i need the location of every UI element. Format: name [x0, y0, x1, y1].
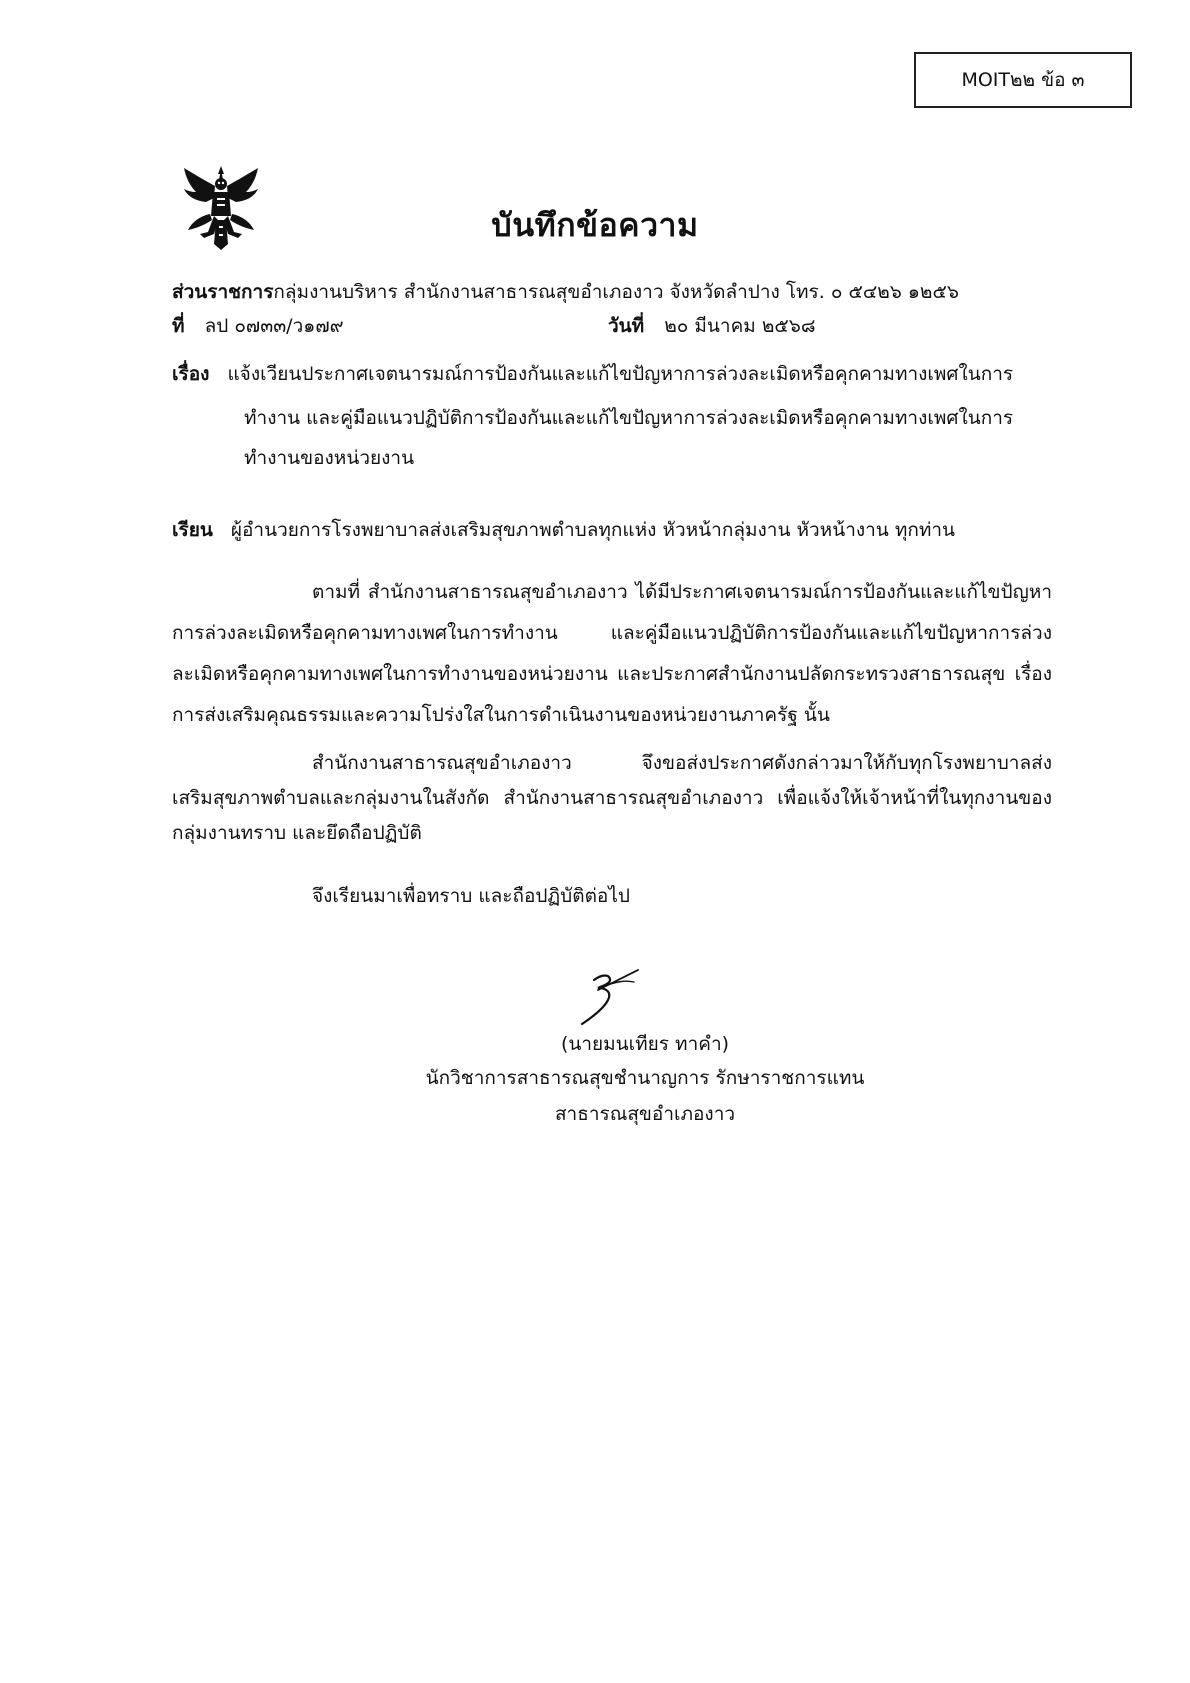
signatory-name: (นายมนเทียร ทาคำ) — [560, 1033, 730, 1055]
page-title: บันทึกข้อความ — [491, 206, 699, 244]
body-paragraph-1: ตามที่ สำนักงานสาธารณสุขอำเภองาว ได้มีประกาศเจตนารมณ์การป้องกันและแก้ไขปัญหาการล่วงละเมิดหรือคุกคามทางเพศในการทำงาน และคู่มือแนวปฏิบัติการป้องกันและแก้ไขปัญหาการล่วงละเมิดหรือคุกคามทางเพศในการทำงานของหน่วยงาน และประกาศสำนักงานปลัดกระทรวงสาธารณสุข เรื่อง การส่งเสริมคุณธรรมและความโปร่งใสในการดำเนินงานของหน่วยงานภาครัฐ นั้น — [172, 581, 1052, 726]
reference-code: MOIT๒๒ ข้อ ๓ — [961, 69, 1085, 91]
agency-value: กลุ่มงานบริหาร สำนักงานสาธารณสุขอำเภองาว จังหวัดลำปาง โทร. ๐ ๕๔๒๖ ๑๒๕๖ — [273, 281, 959, 303]
recipient-value: ผู้อำนวยการโรงพยาบาลส่งเสริมสุขภาพตำบลทุกแห่ง หัวหน้ากลุ่มงาน หัวหน้างาน ทุกท่าน — [230, 519, 956, 541]
date-line — [608, 314, 815, 338]
recipient-label: เรียน — [172, 519, 213, 541]
reference-label: ที่ — [172, 315, 185, 337]
body-paragraph-2: สำนักงานสาธารณสุขอำเภองาว จึงขอส่งประกาศดังกล่าวมาให้กับทุกโรงพยาบาลส่งเสริมสุขภาพตำบลและกลุ่มงานในสังกัด สำนักงานสาธารณสุขอำเภองาว เพื่อแจ้งให้เจ้าหน้าที่ในทุกงานของกลุ่มงานทราบ และยึดถือปฏิบัติ — [172, 752, 1052, 844]
subject-text-line-2: ทำงาน และคู่มือแนวปฏิบัติการป้องกันและแก้ไขปัญหาการล่วงละเมิดหรือคุกคามทางเพศในการ — [244, 407, 1014, 429]
signatory-position-2: สาธารณสุขอำเภองาว — [554, 1103, 736, 1125]
reference-value: ลป ๐๗๓๓/ว๑๗๙ — [204, 315, 344, 337]
subject-text-line-1: แจ้งเวียนประกาศเจตนารมณ์การป้องกันและแก้ไขปัญหาการล่วงละเมิดหรือคุกคามทางเพศในการ — [227, 363, 1014, 385]
reference-code-box — [914, 52, 1132, 108]
agency-line — [172, 280, 959, 304]
reference-line — [172, 314, 344, 338]
subject-label: เรื่อง — [172, 363, 210, 385]
subject-text-line-3: ทำงานของหน่วยงาน — [244, 447, 415, 469]
date-label: วันที่ — [608, 315, 645, 337]
handwritten-signature — [576, 966, 646, 1028]
subject-line — [172, 362, 1013, 386]
agency-label: ส่วนราชการ — [172, 281, 274, 303]
signatory-position-1: นักวิชาการสาธารณสุขชำนาญการ รักษาราชการแทน — [425, 1067, 865, 1089]
date-value: ๒๐ มีนาคม ๒๕๖๘ — [664, 315, 816, 337]
closing-line: จึงเรียนมาเพื่อทราบ และถือปฏิบัติต่อไป — [312, 885, 630, 907]
recipient-line — [172, 518, 955, 542]
